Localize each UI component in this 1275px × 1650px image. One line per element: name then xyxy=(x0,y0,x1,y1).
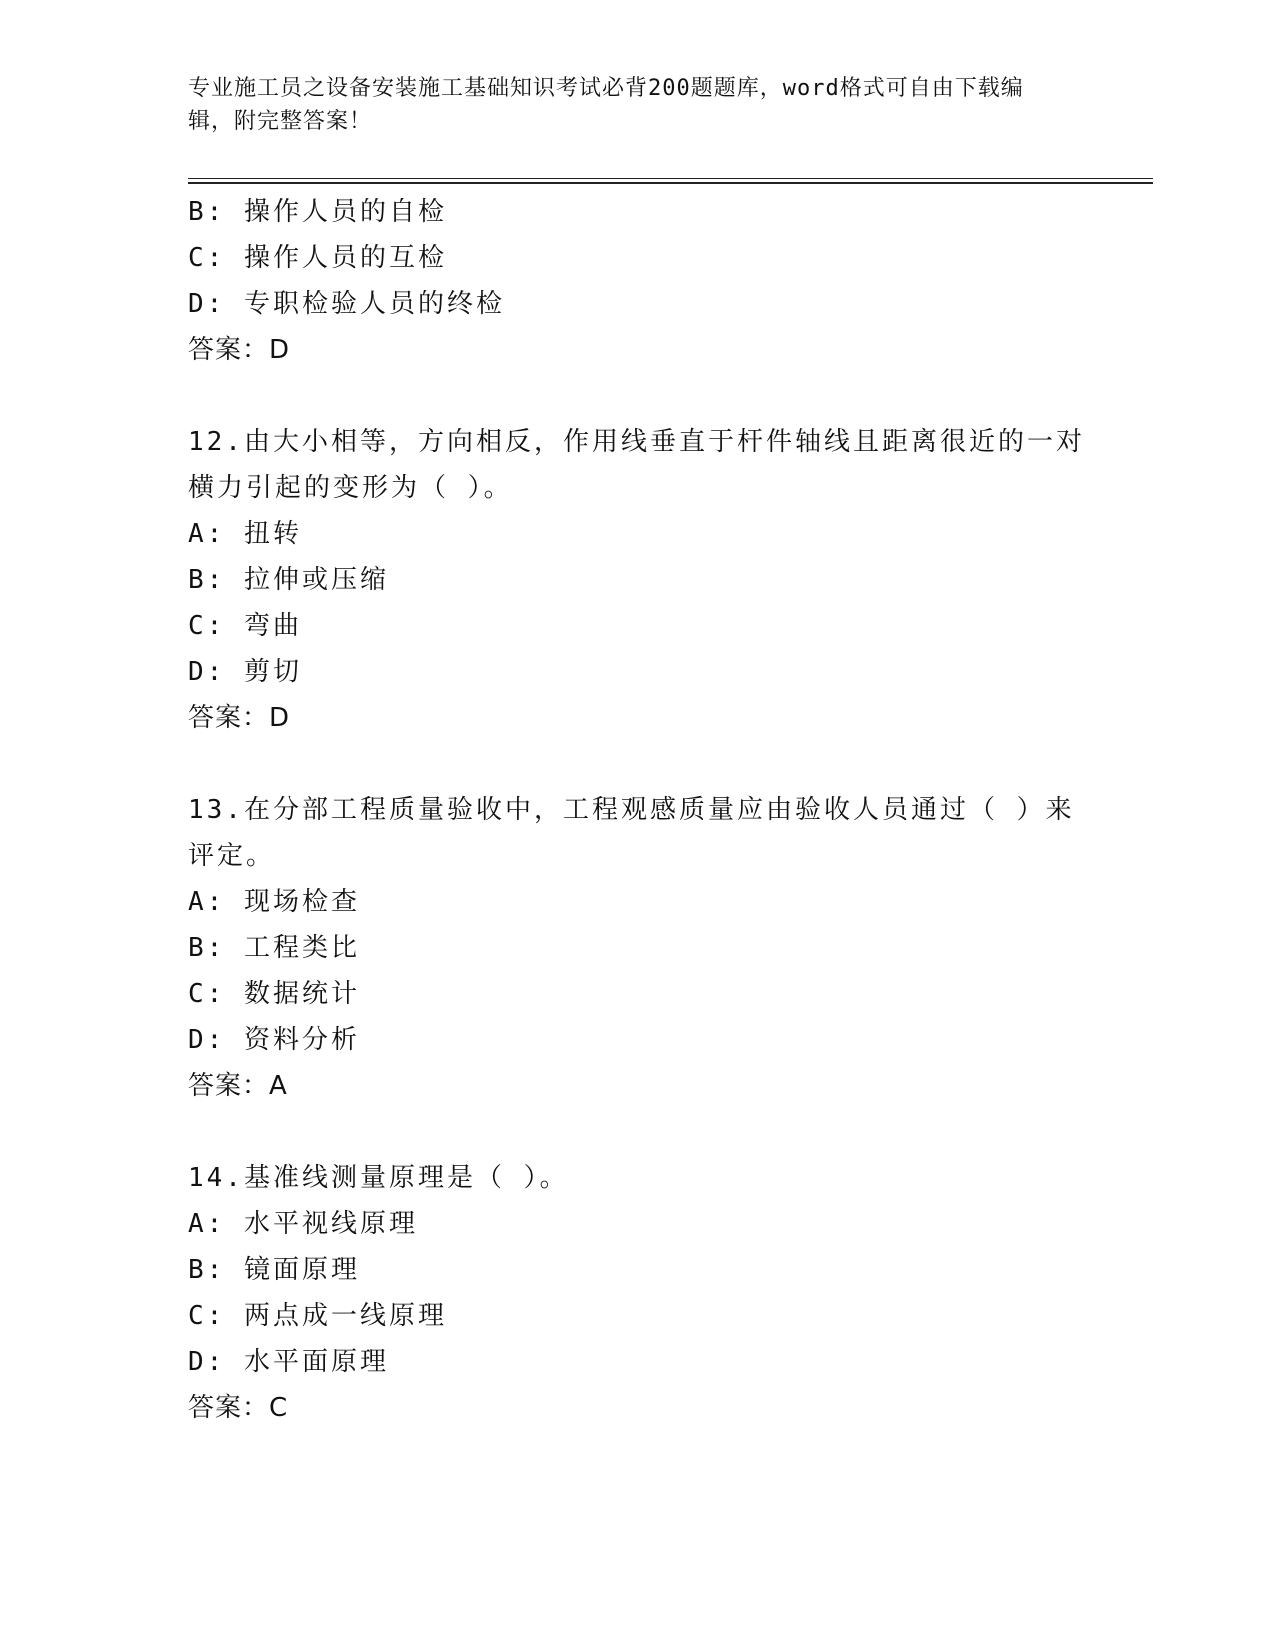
answer-line: 答案：D xyxy=(188,703,291,733)
option-b: B: 工程类比 xyxy=(188,933,360,963)
question-11-continued xyxy=(188,189,1088,373)
answer-line: 答案：D xyxy=(188,335,291,365)
question-list xyxy=(188,189,1088,1431)
option-b: B: 镜面原理 xyxy=(188,1255,360,1285)
option-a: A: 现场检查 xyxy=(188,887,360,917)
option-b: B: 拉伸或压缩 xyxy=(188,565,389,595)
option-d: D: 专职检验人员的终检 xyxy=(188,289,505,319)
option-d: D: 资料分析 xyxy=(188,1025,360,1055)
option-c: C: 操作人员的互检 xyxy=(188,243,447,273)
header-divider-thin xyxy=(188,178,1153,179)
question-stem: 13.在分部工程质量验收中，工程观感质量应由验收人员通过（ ）来评定。 xyxy=(188,795,1075,871)
question-13 xyxy=(188,787,1088,1109)
option-c: C: 数据统计 xyxy=(188,979,360,1009)
spacer xyxy=(188,741,1088,787)
question-stem: 12.由大小相等，方向相反，作用线垂直于杆件轴线且距离很近的一对横力引起的变形为（ ）。 xyxy=(188,427,1085,503)
answer-line: 答案：C xyxy=(188,1393,289,1423)
option-a: A: 水平视线原理 xyxy=(188,1209,418,1239)
option-c: C: 弯曲 xyxy=(188,611,302,641)
spacer xyxy=(188,1109,1088,1155)
document-header: 专业施工员之设备安装施工基础知识考试必背200题题库，word格式可自由下载编辑，附完整答案！ xyxy=(188,76,1024,134)
header-divider-thick xyxy=(188,182,1153,184)
option-b: B: 操作人员的自检 xyxy=(188,197,447,227)
question-stem: 14.基准线测量原理是（ ）。 xyxy=(188,1163,569,1193)
option-d: D: 剪切 xyxy=(188,657,302,687)
question-14 xyxy=(188,1155,1088,1431)
option-c: C: 两点成一线原理 xyxy=(188,1301,447,1331)
question-12 xyxy=(188,419,1088,741)
option-a: A: 扭转 xyxy=(188,519,302,549)
option-d: D: 水平面原理 xyxy=(188,1347,389,1377)
spacer xyxy=(188,373,1088,419)
answer-line: 答案：A xyxy=(188,1071,288,1101)
